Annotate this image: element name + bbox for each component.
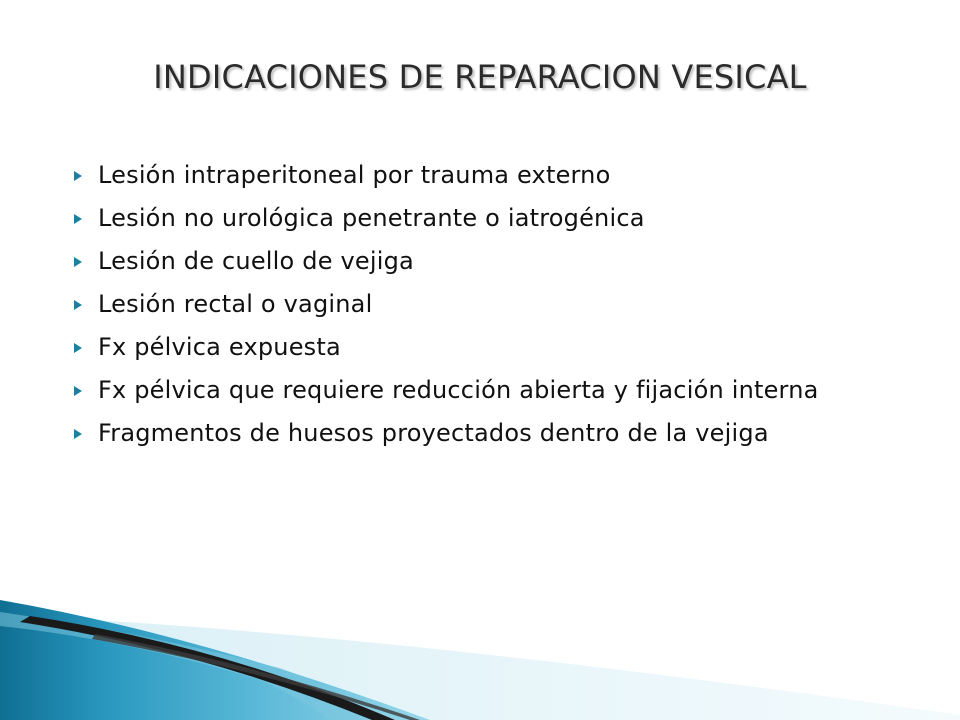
triangle-right-icon [74, 343, 82, 353]
triangle-right-icon [74, 257, 82, 267]
bullet-item [72, 287, 882, 321]
bullet-text: Lesión intraperitoneal por trauma externo [98, 161, 611, 189]
bullet-text: Lesión de cuello de vejiga [98, 247, 414, 275]
triangle-right-icon [74, 214, 82, 224]
bullet-list [72, 158, 882, 459]
slide-title: INDICACIONES DE REPARACION VESICAL [153, 58, 807, 96]
bullet-item [72, 330, 882, 364]
triangle-right-icon [74, 429, 82, 439]
bullet-item [72, 201, 882, 235]
bullet-item [72, 416, 882, 450]
bullet-item [72, 244, 882, 278]
triangle-right-icon [74, 300, 82, 310]
bullet-item [72, 373, 882, 407]
triangle-right-icon [74, 386, 82, 396]
bullet-text: Fx pélvica expuesta [98, 333, 341, 361]
bullet-text: Fragmentos de huesos proyectados dentro de la vejiga [98, 419, 769, 447]
bullet-text: Lesión no urológica penetrante o iatrogénica [98, 204, 645, 232]
bullet-text: Lesión rectal o vaginal [98, 290, 373, 318]
decorative-wave-footer [0, 540, 960, 720]
triangle-right-icon [74, 171, 82, 181]
bullet-item [72, 158, 882, 192]
bullet-text: Fx pélvica que requiere reducción abierta y fijación interna [98, 376, 819, 404]
